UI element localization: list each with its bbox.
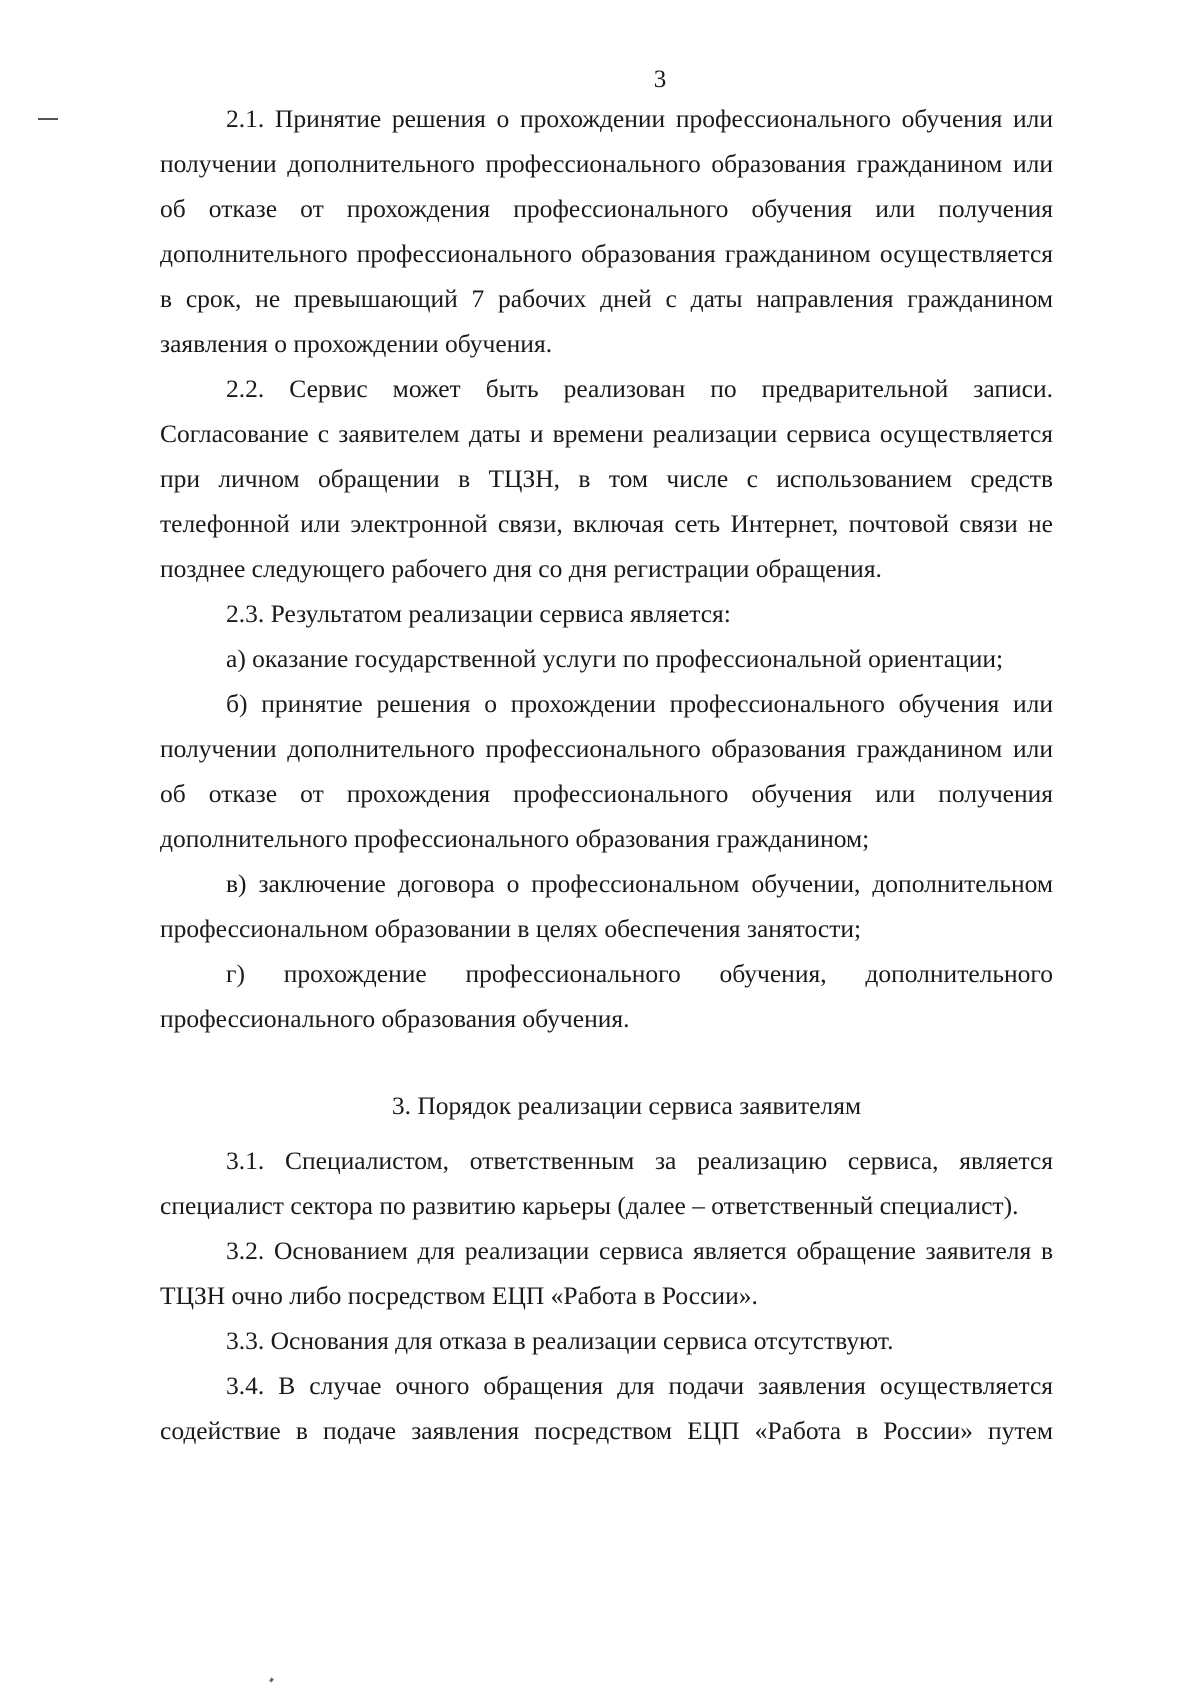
document-body [160,96,1053,1453]
paragraph-3-2: 3.2. Основанием для реализации сервиса является обращение заявителя в ТЦЗН очно либо посредством ЕЦП «Работа в России». [160,1236,1053,1310]
list-item-g: г) прохождение профессионального обучения, дополнительного профессионального образования обучения. [160,959,1053,1033]
paragraph-3-4: 3.4. В случае очного обращения для подачи заявления осуществляется содействие в подаче заявления посредством ЕЦП «Работа в России» путем [160,1371,1053,1445]
paragraph-3-1: 3.1. Специалистом, ответственным за реализацию сервиса, является специалист сектора по развитию карьеры (далее – ответственный специалист). [160,1146,1053,1220]
paragraph-2-2: 2.2. Сервис может быть реализован по предварительной записи. Согласование с заявителем даты и времени реализации сервиса осуществляется при личном обращении в ТЦЗН, в том числе с использованием средств телефонной или электронной связи, включая сеть Интернет, почтовой связи не позднее следующего рабочего дня со дня регистрации обращения. [160,374,1053,583]
section-heading: 3. Порядок реализации сервиса заявителям [391,1091,862,1120]
list-item-a: а) оказание государственной услуги по профессиональной ориентации; [226,644,1004,673]
paragraph-2-3: 2.3. Результатом реализации сервиса является: [226,599,731,628]
scan-tick-mark [269,1678,274,1683]
paragraph-2-1: 2.1. Принятие решения о прохождении профессионального обучения или получении дополнительного профессионального образования гражданином или об отказе от прохождения профессионального обучения или получения дополнительного профессионального образования гражданином осуществляется в срок, не превышающий 7 рабочих дней с даты направления гражданином заявления о прохождении обучения. [160,104,1053,358]
list-item-b: б) принятие решения о прохождении профессионального обучения или получении дополнительного профессионального образования гражданином или об отказе от прохождения профессионального обучения или получения дополнительного профессионального образования гражданином; [160,689,1053,853]
margin-dash-mark [38,118,58,120]
list-item-v: в) заключение договора о профессиональном обучении, дополнительном профессиональном образовании в целях обеспечения занятости; [160,869,1053,943]
page-number: 3 [653,66,667,93]
paragraph-3-3: 3.3. Основания для отказа в реализации сервиса отсутствуют. [226,1326,894,1355]
